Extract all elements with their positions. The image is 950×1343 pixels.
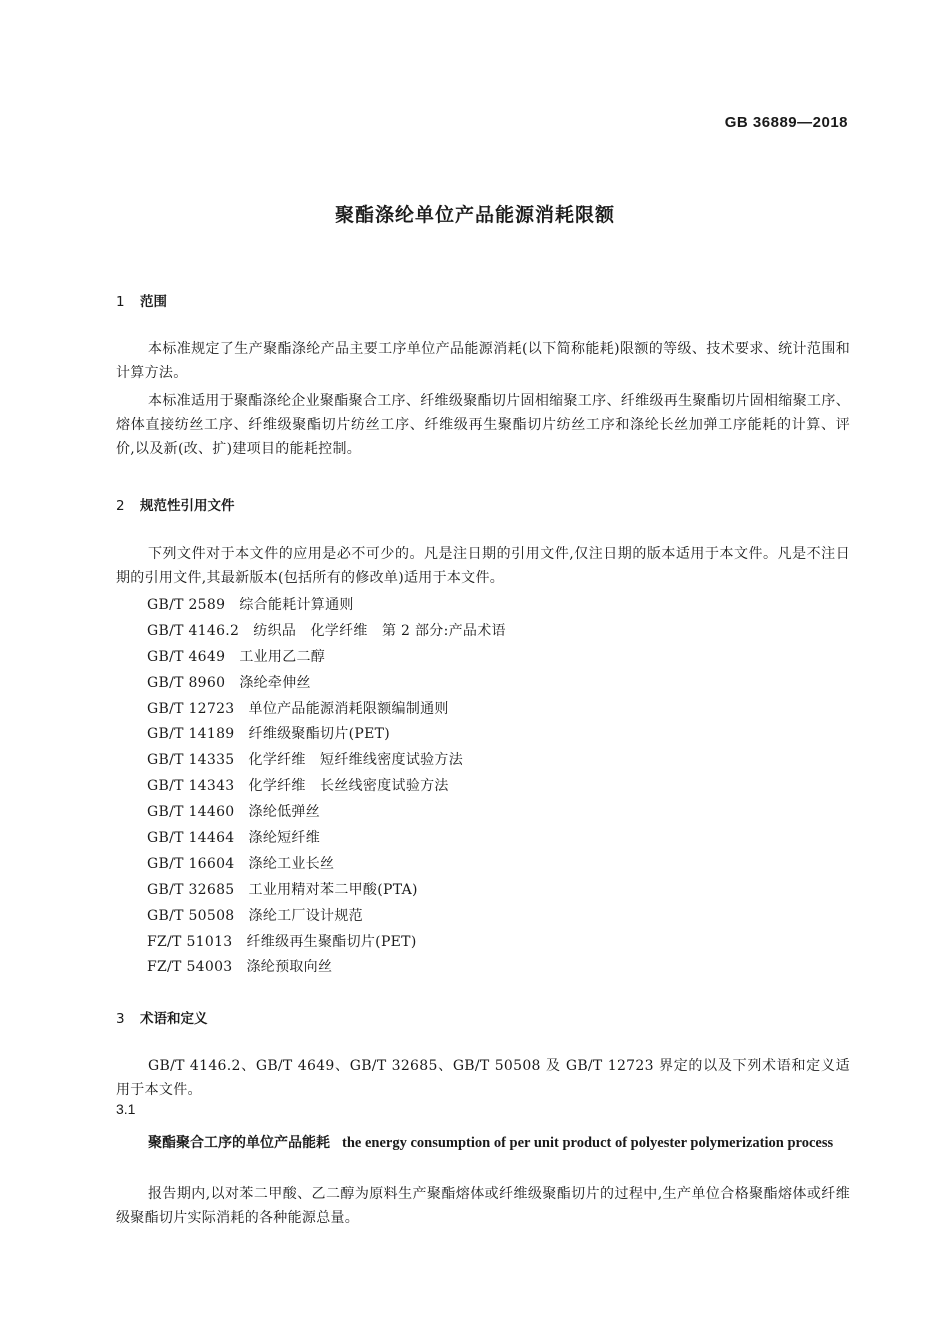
section-heading-scope bbox=[116, 290, 167, 310]
list-item bbox=[147, 592, 506, 618]
terms-intro: GB/T 4146.2、GB/T 4649、GB/T 32685、GB/T 50508 及 GB/T 12723 界定的以及下列术语和定义适用于本文件。 bbox=[116, 1058, 850, 1098]
section-number: 1 bbox=[116, 294, 125, 310]
reference-title: 涤纶短纤维 bbox=[248, 830, 321, 847]
list-item bbox=[147, 929, 506, 955]
list-item bbox=[147, 747, 506, 773]
reference-title: 工业用乙二醇 bbox=[239, 648, 326, 665]
term-english: the energy consumption of per unit product of polyester polymerization process bbox=[342, 1135, 834, 1151]
list-item bbox=[147, 799, 506, 825]
standard-code: GB 36889—2018 bbox=[724, 114, 848, 131]
document-title: 聚酯涤纶单位产品能源消耗限额 bbox=[334, 204, 615, 226]
list-item bbox=[147, 954, 506, 980]
list-item bbox=[147, 696, 506, 722]
reference-code: GB/T 2589 bbox=[147, 597, 226, 613]
reference-code: GB/T 14343 bbox=[147, 778, 235, 795]
reference-code: GB/T 14189 bbox=[147, 726, 235, 743]
term-entry bbox=[116, 1131, 850, 1156]
reference-code: GB/T 14335 bbox=[147, 752, 235, 769]
reference-code: FZ/T 54003 bbox=[147, 959, 233, 976]
reference-title: 涤纶牵伸丝 bbox=[239, 674, 311, 691]
list-item bbox=[147, 877, 506, 903]
reference-title: 综合能耗计算通则 bbox=[239, 597, 354, 613]
reference-title: 纺织品 化学纤维 第 2 部分:产品术语 bbox=[253, 622, 506, 639]
list-item bbox=[147, 670, 506, 696]
reference-code: FZ/T 51013 bbox=[147, 933, 233, 950]
section-number: 3 bbox=[116, 1011, 125, 1027]
reference-code: GB/T 14460 bbox=[147, 804, 235, 821]
reference-title: 涤纶工厂设计规范 bbox=[248, 907, 363, 924]
list-item bbox=[147, 721, 506, 747]
section-heading-normative bbox=[116, 494, 235, 514]
section-heading-terms bbox=[116, 1007, 208, 1027]
list-item bbox=[147, 773, 506, 799]
section-title: 规范性引用文件 bbox=[140, 498, 235, 514]
section-number: 2 bbox=[116, 498, 125, 514]
section-title: 术语和定义 bbox=[140, 1011, 208, 1027]
reference-title: 纤维级聚酯切片(PET) bbox=[248, 726, 391, 743]
scope-paragraph-1: 本标准规定了生产聚酯涤纶产品主要工序单位产品能源消耗(以下简称能耗)限额的等级、技术要求、统计范围和计算方法。 bbox=[116, 341, 850, 381]
reference-code: GB/T 16604 bbox=[147, 855, 235, 872]
scope-paragraph-2: 本标准适用于聚酯涤纶企业聚酯聚合工序、纤维级聚酯切片固相缩聚工序、纤维级再生聚酯切片固相缩聚工序、熔体直接纺丝工序、纤维级聚酯切片纺丝工序、纤维级再生聚酯切片纺丝工序和涤纶长丝加弹工序能耗的计算、评价,以及新(改、扩)建项目的能耗控制。 bbox=[116, 393, 850, 457]
list-item bbox=[147, 618, 506, 644]
list-item bbox=[147, 851, 506, 877]
reference-code: GB/T 32685 bbox=[147, 881, 235, 898]
reference-title: 纤维级再生聚酯切片(PET) bbox=[246, 933, 417, 950]
reference-code: GB/T 12723 bbox=[147, 700, 235, 717]
section-title: 范围 bbox=[140, 294, 167, 310]
reference-title: 化学纤维 长丝线密度试验方法 bbox=[248, 778, 449, 795]
reference-code: GB/T 4649 bbox=[147, 648, 226, 665]
reference-code: GB/T 14464 bbox=[147, 830, 235, 847]
list-item bbox=[147, 644, 506, 670]
reference-title: 化学纤维 短纤维线密度试验方法 bbox=[248, 752, 464, 769]
reference-code: GB/T 4146.2 bbox=[147, 622, 240, 639]
term-definition: 报告期内,以对苯二甲酸、乙二醇为原料生产聚酯熔体或纤维级聚酯切片的过程中,生产单位合格聚酯熔体或纤维级聚酯切片实际消耗的各种能源总量。 bbox=[116, 1186, 850, 1226]
reference-code: GB/T 50508 bbox=[147, 907, 235, 924]
reference-code: GB/T 8960 bbox=[147, 674, 226, 691]
normative-intro: 下列文件对于本文件的应用是必不可少的。凡是注日期的引用文件,仅注日期的版本适用于本文件。凡是不注日期的引用文件,其最新版本(包括所有的修改单)适用于本文件。 bbox=[116, 546, 850, 586]
reference-title: 涤纶低弹丝 bbox=[248, 804, 321, 821]
reference-title: 单位产品能源消耗限额编制通则 bbox=[248, 700, 449, 717]
list-item bbox=[147, 825, 506, 851]
term-chinese: 聚酯聚合工序的单位产品能耗 bbox=[148, 1135, 330, 1151]
reference-title: 涤纶预取向丝 bbox=[246, 959, 333, 976]
reference-title: 涤纶工业长丝 bbox=[248, 855, 335, 872]
clause-number: 3.1 bbox=[116, 1101, 136, 1117]
list-item bbox=[147, 903, 506, 929]
reference-list bbox=[147, 592, 506, 980]
reference-title: 工业用精对苯二甲酸(PTA) bbox=[248, 881, 418, 898]
